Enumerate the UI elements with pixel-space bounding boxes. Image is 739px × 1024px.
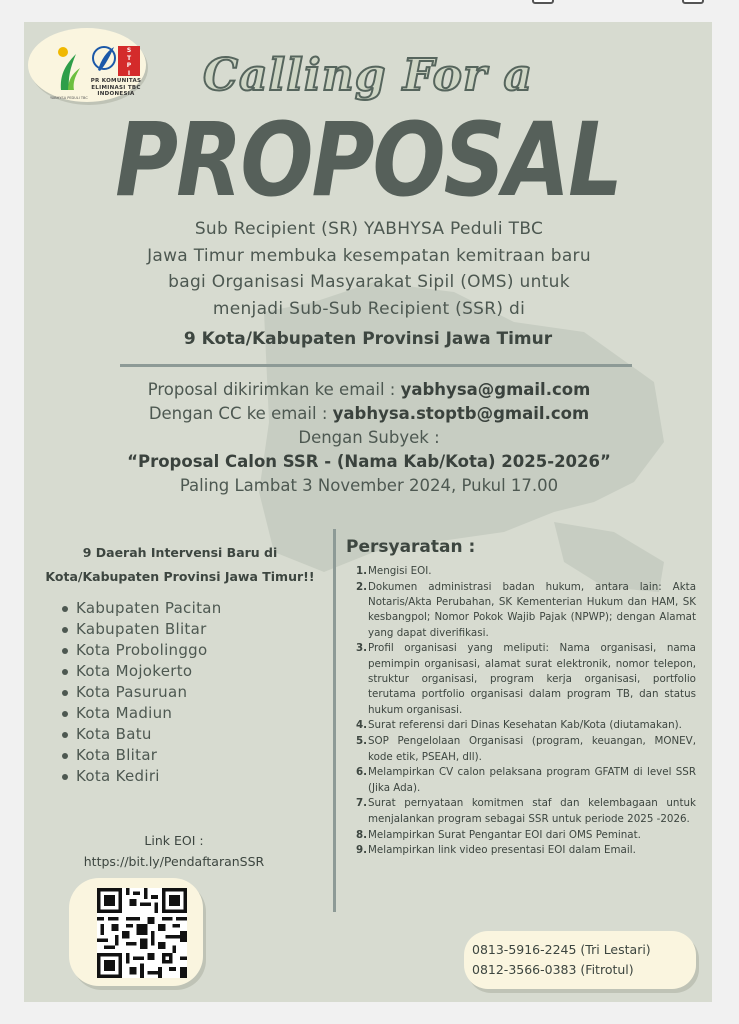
list-item: Kota Madiun xyxy=(62,703,222,724)
eoi-link-block: Link EOI : https://bit.ly/PendaftaranSSR xyxy=(24,830,324,872)
proposal-title: PROPOSAL xyxy=(115,102,621,220)
contact-phone-2[interactable]: 0812-3566-0383 (Fitrotul) xyxy=(472,962,634,977)
deadline: Paling Lambat 3 November 2024, Pukul 17.00 xyxy=(179,476,559,495)
email-subject: “Proposal Calon SSR - (Nama Kab/Kota) 2025-2026” xyxy=(127,452,611,471)
list-item: 6. Melampirkan CV calon pelaksana program GFATM di level SSR (Jika Ada). xyxy=(356,766,696,794)
requirements-list xyxy=(356,564,696,859)
list-item: 8. Melampirkan Surat Pengantar EOI dari OMS Peminat. xyxy=(356,828,641,841)
list-item: Kota Kediri xyxy=(62,766,222,787)
divider-line xyxy=(120,364,632,367)
requirements-heading: Persyaratan : xyxy=(346,537,476,557)
stpi-logo: S T P I xyxy=(118,46,140,76)
list-item: Kota Batu xyxy=(62,724,222,745)
top-icon-left xyxy=(532,0,554,4)
list-item: Kota Probolinggo xyxy=(62,640,222,661)
list-item: Kota Blitar xyxy=(62,745,222,766)
intro-region-count: 9 Kota/Kabupaten Provinsi Jawa Timur xyxy=(183,329,553,349)
list-item: 9. Melampirkan link video presentasi EOI dalam Email. xyxy=(356,844,636,857)
qr-code[interactable] xyxy=(97,888,187,978)
eoi-link[interactable]: https://bit.ly/PendaftaranSSR xyxy=(83,854,265,869)
column-divider xyxy=(333,529,336,912)
list-item: Kabupaten Pacitan xyxy=(62,598,222,619)
proposal-poster xyxy=(24,22,712,1002)
regions-list xyxy=(62,598,222,787)
submission-info: Proposal dikirimkan ke email : yabhysa@gmail.com Dengan CC ke email : yabhysa.stoptb@gmail.com Dengan Subyek : “Proposal Calon SSR - (Nama Kab/Kota) 2025-2026” Paling Lambat 3 November 2024, Pukul 17.00 xyxy=(84,378,654,498)
top-icon-right xyxy=(682,0,704,4)
contact-box xyxy=(464,931,696,989)
list-item: 1. Mengisi EOI. xyxy=(356,565,432,577)
submission-email: yabhysa@gmail.com xyxy=(400,380,591,399)
list-item: Kabupaten Blitar xyxy=(62,619,222,640)
list-item: 5. SOP Pengelolaan Organisasi (program, keuangan, MONEV, kode etik, PSEAH, dll). xyxy=(356,735,696,763)
list-item: 7. Surat pernyataan komitmen staf dan kelembagaan untuk menjalankan program sebagai SSR untuk periode 2025 -2026. xyxy=(356,797,696,825)
calling-for-a-heading: Calling For a xyxy=(203,50,533,101)
cc-email: yabhysa.stoptb@gmail.com xyxy=(332,404,590,423)
qr-code-box xyxy=(69,878,203,986)
list-item: Kota Mojokerto xyxy=(62,661,222,682)
list-item: 2. Dokumen administrasi badan hukum, antara lain: Akta Notaris/Akta Perubahan, SK Kementerian Hukum dan HAM, SK kesbangpol; Nomor Pokok Wajib Pajak (NPWP); dengan Alamat yang dapat diverifikasi. xyxy=(356,580,696,639)
list-item: 3. Profil organisasi yang meliputi: Nama organisasi, nama pemimpin organisasi, alamat surat elektronik, nomor telepon, struktur organisasi, program kerja organisasi, portfolio terutama portfolio organisasi dalam program TB, dan status hukum organisasi. xyxy=(356,642,696,716)
list-item: Kota Pasuruan xyxy=(62,682,222,703)
contact-phone-1[interactable]: 0813-5916-2245 (Tri Lestari) xyxy=(472,942,651,957)
logo-org-name: PR KOMUNITAS ELIMINASI TBC INDONESIA xyxy=(90,78,142,97)
logo-subtext: YABHYSA PEDULI TBC xyxy=(50,96,88,100)
list-item: 4. Surat referensi dari Dinas Kesehatan Kab/Kota (diutamakan). xyxy=(356,719,682,732)
regions-heading: 9 Daerah Intervensi Baru di Kota/Kabupaten Provinsi Jawa Timur!! xyxy=(45,545,315,584)
intro-text: Sub Recipient (SR) YABHYSA Peduli TBC Jawa Timur membuka kesempatan kemitraan baru bagi Organisasi Masyarakat Sipil (OMS) untuk menjadi Sub-Sub Recipient (SSR) di xyxy=(147,219,591,319)
